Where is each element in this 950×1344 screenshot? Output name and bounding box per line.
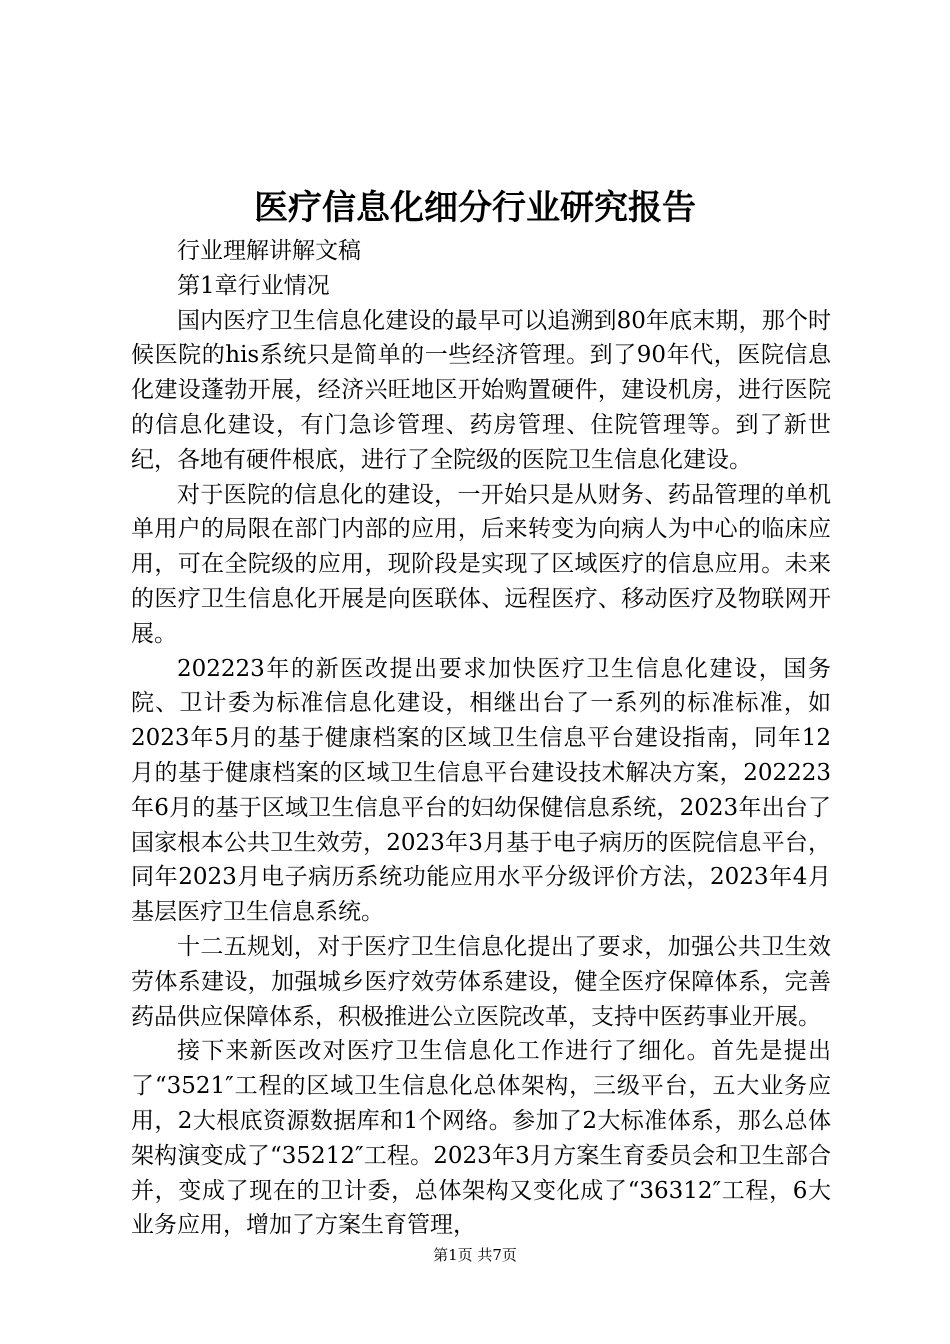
page-footer: 第1页 共7页	[433, 1246, 517, 1264]
paragraph: 国内医疗卫生信息化建设的最早可以追溯到80年底末期，那个时候医院的his系统只是简单的一些经济管理。到了90年代，医院信息化建设蓬勃开展，经济兴旺地区开始购置硬件，建设机房，进行医院的信息化建设，有门急诊管理、药房管理、住院管理等。到了新世纪，各地有硬件根底，进行了全院级的医院卫生信息化建设。	[131, 307, 831, 473]
document-title: 医疗信息化细分行业研究报告	[254, 188, 696, 228]
paragraph: 十二五规划，对于医疗卫生信息化提出了要求，加强公共卫生效劳体系建设，加强城乡医疗效劳体系建设，健全医疗保障体系，完善药品供应保障体系，积极推进公立医院改革，支持中医药事业开展。	[131, 933, 831, 1030]
paragraph: 接下来新医改对医疗卫生信息化工作进行了细化。首先是提出了“3521″工程的区域卫生信息化总体架构，三级平台，五大业务应用，2大根底资源数据库和1个网络。参加了2大标准体系，那么总体架构演变成了“35212″工程。2023年3月方案生育委员会和卫生部合并，变成了现在的卫计委，总体架构又变化成了“36312″工程，6大业务应用，增加了方案生育管理，	[131, 1038, 831, 1239]
paragraph: 对于医院的信息化的建设，一开始只是从财务、药品管理的单机单用户的局限在部门内部的应用，后来转变为向病人为中心的临床应用，可在全院级的应用，现阶段是实现了区域医疗的信息应用。未来的医疗卫生信息化开展是向医联体、远程医疗、移动医疗及物联网开展。	[131, 481, 831, 647]
document-body	[131, 234, 831, 1243]
paragraph: 202223年的新医改提出要求加快医疗卫生信息化建设，国务院、卫计委为标准信息化建设，相继出台了一系列的标准标准，如2023年5月的基于健康档案的区域卫生信息平台建设指南，同年12月的基于健康档案的区域卫生信息平台建设技术解决方案，202223年6月的基于区域卫生信息平台的妇幼保健信息系统，2023年出台了国家根本公共卫生效劳，2023年3月基于电子病历的医院信息平台，同年2023月电子病历系统功能应用水平分级评价方法，2023年4月基层医疗卫生信息系统。	[131, 655, 831, 926]
paragraph-subtitle: 行业理解讲解文稿	[177, 238, 361, 264]
paragraph-chapter-heading: 第1章行业情况	[177, 272, 330, 299]
